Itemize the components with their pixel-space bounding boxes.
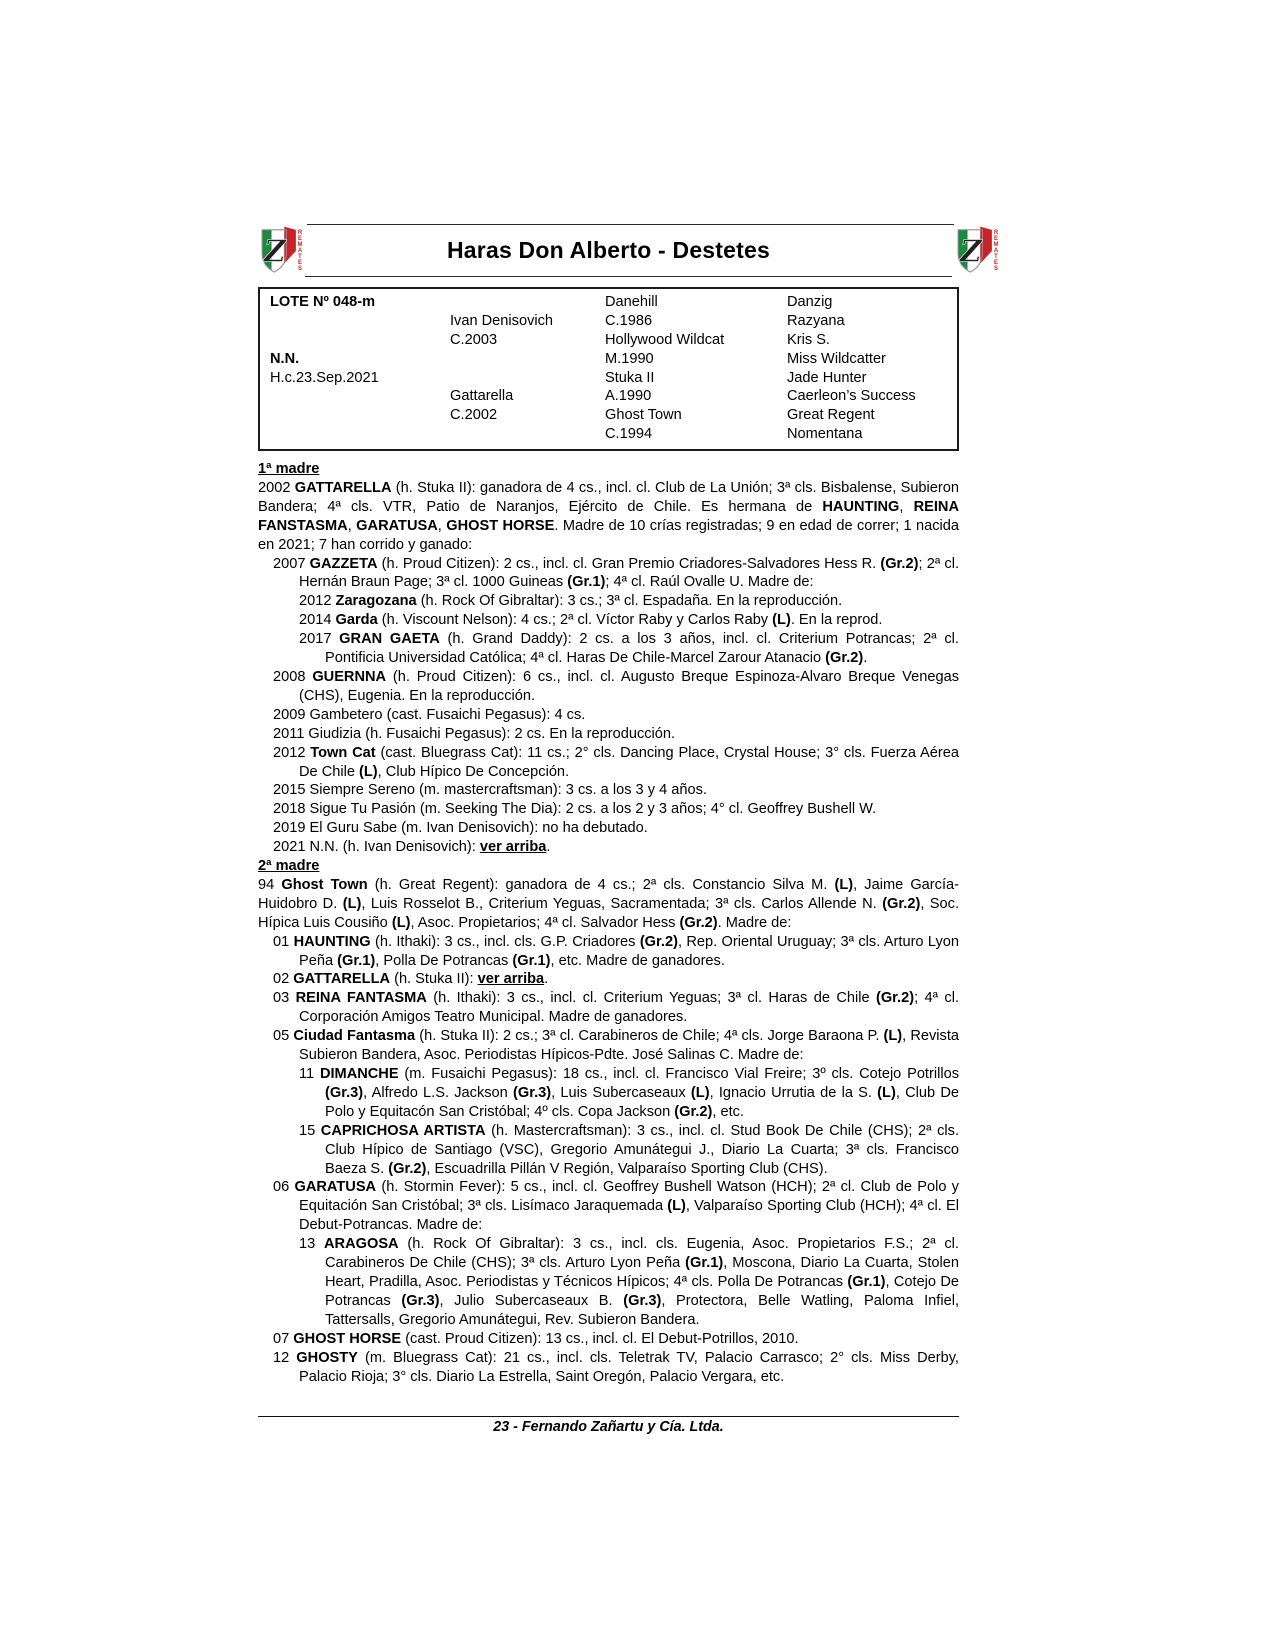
- grandparent-year: A.1990: [605, 388, 652, 405]
- pedigree-entry: 2012 Town Cat (cast. Bluegrass Cat): 11 cs.; 2° cls. Dancing Place, Crystal House; 3° cls. Fuerza Aérea De Chile (L), Club Hípico De Concepción.: [273, 744, 959, 780]
- section-heading: 2ª madre: [258, 858, 320, 875]
- pedigree-entry: 2021 N.N. (h. Ivan Denisovich): ver arriba.: [273, 839, 551, 856]
- sire-year: C.2003: [450, 331, 498, 348]
- header-rule-bottom: [305, 276, 952, 277]
- logo-letter: Z: [263, 233, 286, 269]
- pedigree-entry: 03 REINA FANTASMA (h. Ithaki): 3 cs., incl. cl. Criterium Yeguas; 3ª cl. Haras de Chile (Gr.2); 4ª cl. Corporación Amigos Teatro Municipal. Madre de ganadores.: [273, 990, 959, 1026]
- pedigree-entry: 2008 GUERNNA (h. Proud Citizen): 6 cs., incl. cl. Augusto Breque Espinoza-Alvaro Breque Venegas (CHS), Eugenia. En la reproducción.: [273, 668, 959, 704]
- logo-vertical-text: REMATES: [297, 230, 303, 272]
- pedigree-entry: 2018 Sigue Tu Pasión (m. Seeking The Dia): 2 cs. a los 2 y 3 años; 4° cl. Geoffrey Bushell W.: [273, 801, 877, 818]
- pedigree-table: [258, 287, 959, 451]
- lot-number: LOTE Nº 048-m: [270, 294, 376, 310]
- great-grandparent-name: Caerleon’s Success: [787, 388, 916, 405]
- pedigree-entry: 2007 GAZZETA (h. Proud Citizen): 2 cs., incl. cl. Gran Premio Criadores-Salvadores Hess R. (Gr.2); 2ª cl. Hernán Braun Page; 3ª cl. 1000 Guineas (Gr.1); 4ª cl. Raúl Ovalle U. Madre de:: [273, 555, 959, 591]
- page-content: [258, 224, 999, 1386]
- logo-vertical-text: REMATES: [993, 230, 999, 272]
- pedigree-entry: 2019 El Guru Sabe (m. Ivan Denisovich): no ha debutado.: [273, 820, 648, 837]
- grandparent-name: Hollywood Wildcat: [605, 331, 725, 348]
- great-grandparent-name: Razyana: [787, 312, 845, 329]
- pedigree-entry: 06 GARATUSA (h. Stormin Fever): 5 cs., incl. cl. Geoffrey Bushell Watson (HCH); 2ª cl. Club de Polo y Equitación San Cristóbal; 3ª cls. Lisímaco Jaraquemada (L), Valparaíso Sporting Club (HCH); 4ª cl. El Debut-Potrancas. Madre de:: [273, 1179, 959, 1234]
- dam-year: C.2002: [450, 407, 498, 424]
- dam-name: Gattarella: [450, 388, 514, 405]
- great-grandparent-name: Danzig: [787, 294, 833, 310]
- grandparent-name: Ghost Town: [605, 407, 682, 424]
- pedigree-entry: 94 Ghost Town (h. Great Regent): ganadora de 4 cs.; 2ª cls. Constancio Silva M. (L), Jaime García-Huidobro D. (L), Luis Rosselot B., Criterium Yeguas, Sacramentada; 3ª cls. Carlos Allende N. (Gr.2), Soc. Hípica Luis Cousiño (L), Asoc. Propietarios; 4ª cl. Salvador Hess (Gr.2). Madre de:: [258, 876, 960, 931]
- sire-name: Ivan Denisovich: [450, 312, 554, 329]
- header-rule-top: [307, 224, 954, 225]
- grandparent-year: C.1986: [605, 312, 653, 329]
- section-heading: 1ª madre: [258, 461, 320, 477]
- page-header: [258, 224, 999, 277]
- pedigree-entry: 2017 GRAN GAETA (h. Grand Daddy): 2 cs. a los 3 años, incl. cl. Criterium Potrancas; 2ª cl. Pontificia Universidad Católica; 4ª cl. Haras De Chile-Marcel Zarour Atanacio (Gr.2).: [299, 631, 959, 667]
- pedigree-entry: 13 ARAGOSA (h. Rock Of Gibraltar): 3 cs., incl. cls. Eugenia, Asoc. Propietarios F.S.; 2ª cl. Carabineros De Chile (CHS); 3ª cls. Arturo Lyon Peña (Gr.1), Moscona, Diario La Cuarta, Stolen Heart, Pradilla, Asoc. Periodistas y Técnicos Hípicos; 4ª cls. Polla De Potrancas (Gr.1), Cotejo De Potrancas (Gr.3), Julio Subercaseaux B. (Gr.3), Protectora, Belle Watling, Paloma Infiel, Tattersalls, Gregorio Amunátegui, Rev. Subieron Bandera.: [299, 1236, 960, 1328]
- page-title: Haras Don Alberto - Destetes: [447, 237, 770, 263]
- pedigree-entry: 11 DIMANCHE (m. Fusaichi Pegasus): 18 cs., incl. cl. Francisco Vial Freire; 3º cls. Cotejo Potrillos (Gr.3), Alfredo L.S. Jackson (Gr.3), Luis Subercaseaux (L), Ignacio Urrutia de la S. (L), Club De Polo y Equitacón San Cristóbal; 4º cls. Copa Jackson (Gr.2), etc.: [299, 1066, 959, 1120]
- pedigree-text: [258, 460, 959, 1386]
- pedigree-entry: 2015 Siempre Sereno (m. mastercraftsman): 3 cs. a los 3 y 4 años.: [273, 782, 707, 799]
- pedigree-entry: 2002 GATTARELLA (h. Stuka II): ganadora de 4 cs., incl. cl. Club de La Unión; 3ª cls. Bisbalense, Subieron Bandera; 4ª cls. VTR, Patio de Naranjos, Ejército de Chile. Es hermana de HAUNTING, REINA FANSTASMA, GARATUSA, GHOST HORSE. Madre de 10 crías registradas; 9 en edad de correr; 1 nacida en 2021; 7 han corrido y ganado:: [258, 479, 960, 553]
- grandparent-name: Stuka II: [605, 369, 655, 386]
- great-grandparent-name: Kris S.: [787, 331, 830, 348]
- pedigree-entry: 02 GATTARELLA (h. Stuka II): ver arriba.: [273, 971, 549, 988]
- great-grandparent-name: Miss Wildcatter: [787, 350, 886, 367]
- grandparent-year: C.1994: [605, 426, 653, 443]
- remates-logo-right: [956, 226, 999, 278]
- pedigree-entry: 07 GHOST HORSE (cast. Proud Citizen): 13 cs., incl. cl. El Debut-Potrillos, 2010.: [273, 1330, 799, 1347]
- pedigree-entry: 15 CAPRICHOSA ARTISTA (h. Mastercraftsman): 3 cs., incl. cl. Stud Book De Chile (CHS); 2ª cls. Club Hípico de Santiago (VSC), Gregorio Amunátegui J., Diario La Cuarta; 3ª cls. Francisco Baeza S. (Gr.2), Escuadrilla Pillán V Región, Valparaíso Sporting Club (CHS).: [299, 1122, 959, 1177]
- pedigree-entry: 2011 Giudizia (h. Fusaichi Pegasus): 2 cs. En la reproducción.: [273, 725, 676, 742]
- logo-letter: Z: [959, 233, 982, 269]
- great-grandparent-name: Great Regent: [787, 407, 875, 424]
- pedigree-entry: 2012 Zaragozana (h. Rock Of Gibraltar): 3 cs.; 3ª cl. Espadaña. En la reproducción.: [299, 593, 843, 610]
- page-footer: [258, 1416, 959, 1435]
- horse-name: N.N.: [270, 350, 300, 367]
- great-grandparent-name: Jade Hunter: [787, 369, 867, 386]
- pedigree-entry: 12 GHOSTY (m. Bluegrass Cat): 21 cs., incl. cls. Teletrak TV, Palacio Carrasco; 2° cls. Miss Derby, Palacio Rioja; 3° cls. Diario La Estrella, Saint Oregón, Palacio Vergara, etc.: [273, 1349, 959, 1385]
- pedigree-entry: 2014 Garda (h. Viscount Nelson): 4 cs.; 2ª cl. Víctor Raby y Carlos Raby (L). En la reprod.: [299, 612, 883, 629]
- remates-shield-icon: [956, 226, 994, 278]
- pedigree-entry: 01 HAUNTING (h. Ithaki): 3 cs., incl. cls. G.P. Criadores (Gr.2), Rep. Oriental Uruguay; 3ª cls. Arturo Lyon Peña (Gr.1), Polla De Potrancas (Gr.1), etc. Madre de ganadores.: [273, 933, 960, 969]
- pedigree-entry: 2009 Gambetero (cast. Fusaichi Pegasus): 4 cs.: [273, 706, 586, 723]
- horse-birth-info: H.c.23.Sep.2021: [270, 369, 379, 386]
- great-grandparent-name: Nomentana: [787, 426, 863, 443]
- grandparent-name: Danehill: [605, 294, 658, 310]
- footer-text: 23 - Fernando Zañartu y Cía. Ltda.: [493, 1419, 724, 1435]
- pedigree-entry: 05 Ciudad Fantasma (h. Stuka II): 2 cs.; 3ª cl. Carabineros de Chile; 4ª cls. Jorge Baraona P. (L), Revista Subieron Bandera, Asoc. Periodistas Hípicos-Pdte. José Salinas C. Madre de:: [273, 1028, 960, 1064]
- grandparent-year: M.1990: [605, 350, 654, 367]
